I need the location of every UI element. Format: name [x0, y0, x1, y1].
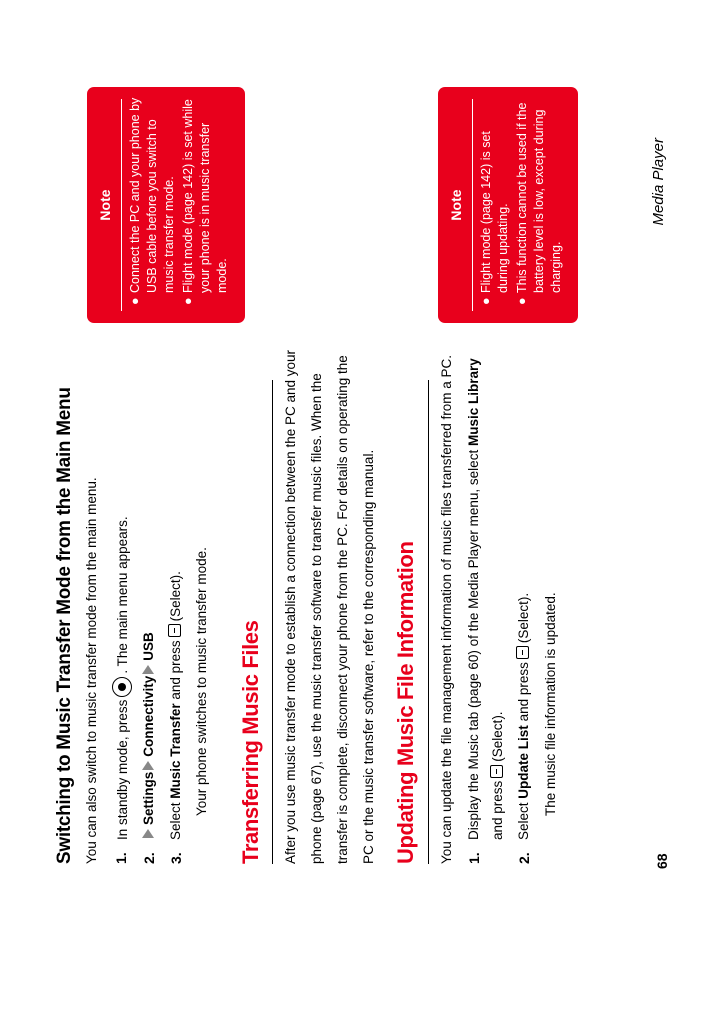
step-text-part: (Select). — [168, 571, 183, 622]
step-text-part: and press — [168, 640, 183, 700]
arrow-right-icon — [142, 761, 154, 770]
note-item — [180, 99, 231, 305]
note-line: charging. — [549, 241, 563, 293]
soft-key-icon — [490, 765, 503, 778]
paragraph-line: transfer is complete, disconnect your phone from the PC. For details on operating the — [335, 355, 350, 864]
paragraph-line: PC or the music transfer software, refer to the corresponding manual. — [361, 449, 376, 864]
note-line: mode. — [215, 258, 229, 293]
step-number: 2. — [141, 852, 157, 864]
note-line: Connect the PC and your phone by — [128, 97, 142, 293]
step-text-part: (Select). — [516, 592, 531, 644]
menu-item-connectivity: Connectivity — [141, 675, 156, 757]
step-result: Your phone switches to music transfer mode. — [194, 547, 209, 816]
step-number: 1. — [466, 852, 482, 864]
step-result: The music file information is updated. — [543, 592, 558, 816]
note-line: your phone is in music transfer — [198, 122, 212, 293]
step-number: 3. — [168, 852, 184, 864]
note-box-transfer — [87, 87, 245, 323]
note-item — [127, 97, 178, 305]
menu-path — [141, 632, 156, 840]
step-text-part: and press — [490, 780, 505, 840]
running-footer-title: Media Player — [650, 138, 667, 226]
section-intro: You can also switch to music transfer mode from the main menu. — [84, 477, 99, 864]
step-text-part: In standby mode, press — [115, 699, 130, 840]
step-text — [168, 571, 183, 840]
note-title: Note — [448, 189, 464, 221]
section-title-transferring: Transferring Music Files — [238, 620, 263, 864]
step-text-part: Display the Music tab (page 60) of the Media Player menu, select — [466, 449, 481, 840]
soft-key-icon — [516, 646, 529, 659]
menu-item-update-list: Update List — [516, 725, 531, 799]
menu-item-usb: USB — [141, 632, 156, 661]
note-line: Flight mode (page 142) is set while — [181, 99, 195, 293]
step-text-part: Select — [516, 802, 531, 840]
note-line: USB cable before you switch to — [145, 119, 159, 293]
note-line: during updating. — [496, 203, 510, 293]
step-text — [516, 593, 531, 840]
note-line: battery level is low, except during — [532, 109, 546, 293]
note-item — [514, 102, 565, 305]
note-line: music transfer mode. — [162, 176, 176, 293]
menu-item-music-library: Music Library — [466, 358, 481, 447]
arrow-right-icon — [142, 665, 154, 674]
section-title-switching: Switching to Music Transfer Mode from the Main Menu — [54, 387, 75, 864]
step-text — [490, 711, 505, 840]
note-rule — [472, 99, 473, 311]
bullet-icon: ● — [181, 297, 195, 305]
bullet-icon: ● — [515, 297, 529, 305]
note-line: Flight mode (page 142) is set — [479, 131, 493, 293]
note-line: This function cannot be used if the — [515, 102, 529, 293]
bullet-icon: ● — [128, 297, 142, 305]
section-title-updating: Updating Music File Information — [393, 541, 418, 864]
note-item — [478, 131, 512, 305]
paragraph-line: After you use music transfer mode to establish a connection between the PC and your — [283, 349, 298, 864]
step-number: 1. — [113, 852, 129, 864]
center-key-icon — [112, 677, 132, 697]
soft-key-icon — [168, 624, 181, 637]
page-number: 68 — [654, 853, 670, 869]
arrow-right-icon — [142, 829, 154, 838]
menu-item-music-transfer: Music Transfer — [168, 703, 183, 799]
menu-item-settings: Settings — [141, 771, 156, 825]
step-text — [112, 516, 132, 840]
paragraph-line: phone (page 67), use the music transfer software to transfer music files. When the — [309, 373, 324, 864]
heading-rule — [428, 380, 429, 864]
section-intro: You can update the file management information of music files transferred from a PC. — [439, 354, 454, 864]
note-box-update — [438, 87, 578, 323]
step-text-part: Select — [168, 802, 183, 840]
step-text-part: . The main menu appears. — [115, 516, 130, 674]
step-text — [466, 358, 481, 840]
note-title: Note — [97, 189, 113, 221]
note-rule — [121, 99, 122, 311]
bullet-icon: ● — [479, 297, 493, 305]
step-text-part: (Select). — [490, 711, 505, 762]
step-text-part: and press — [516, 662, 531, 722]
heading-rule — [272, 380, 273, 864]
step-number: 2. — [516, 852, 532, 864]
